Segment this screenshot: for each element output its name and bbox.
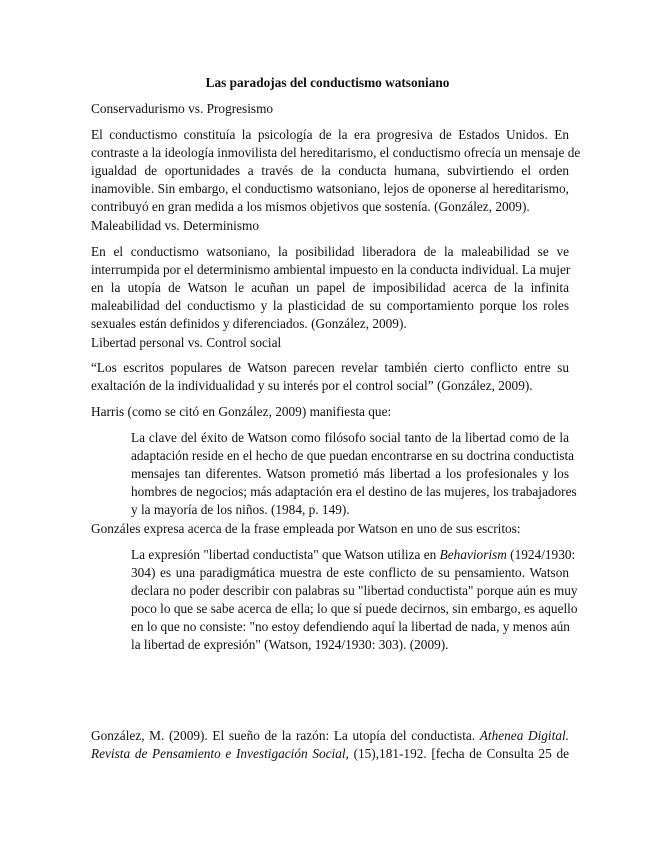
text-line: “Los escritos populares de Watson parecen revelar también cierto conflicto entre su [91,360,569,375]
paragraph-harris-intro: Harris (como se citó en González, 2009) manifiesta que: [91,404,392,419]
block-quote-harris [131,429,577,519]
text-line: y la mayoría de los niños. (1984, p. 149). [131,502,350,517]
text-line: mensajes tan diferentes. Watson prometió más libertad a los profesionales y los [131,466,569,481]
section-heading-conservadurismo: Conservadurismo vs. Progresismo [91,101,274,116]
document-title: Las paradojas del conductismo watsoniano [205,75,450,90]
text-line: El conductismo constituía la psicología de la era progresiva de Estados Unidos. En [91,127,569,142]
text-line: La clave del éxito de Watson como filósofo social tanto de la libertad como de la [131,430,569,445]
paragraph-conductismo-progresivo [91,126,581,216]
text-line [131,546,576,564]
text-line: la libertad de expresión" (Watson, 1924/1930: 303). (2009). [131,637,449,652]
block-quote-behaviorism [131,546,578,654]
paragraph-gonzales-intro: Gonzáles expresa acerca de la frase empleada por Watson en uno de sus escritos: [91,521,521,536]
text-line: poco lo que se sabe acerca de ella; lo que sí puede decirnos, sin embargo, es aquello [131,601,578,616]
book-title-italic: Behaviorism [439,547,507,562]
section-heading-maleabilidad: Maleabilidad vs. Determinismo [91,218,260,233]
text-line: contribuyó en gran medida a los mismos objetivos que sostenía. (González, 2009). [91,199,530,214]
paragraph-maleabilidad [91,243,569,333]
text-line: 304) es una paradigmática muestra de este conflicto de su pensamiento. Watson [131,565,569,580]
text-line: declara no poder describir con palabras su "libertad conductista" porque aún es muy [131,583,578,598]
text-line: en la utopía de Watson le acuñan un papel de imposibilidad acerca de la infinita [91,280,569,295]
section-heading-libertad: Libertad personal vs. Control social [91,335,282,350]
text-line: adaptación reside en el hecho de que puedan encontrarse en su doctrina conductista [131,448,575,463]
text-line: inamovible. Sin embargo, el conductismo watsoniano, lejos de oponerse al hereditarismo, [91,181,569,196]
text-line: hombres de negocios; más adaptación era el destino de las mujeres, los trabajadores [131,484,577,499]
text-run: González, M. (2009). El sueño de la razón: La utopía del conductista. [91,728,480,743]
text-run: , (15),181-192. [fecha de Consulta 25 de [345,746,569,761]
text-line: en lo que no consiste: "no estoy defendiendo aquí la libertad de nada, y menos aún [131,619,570,634]
text-line: igualdad de oportunidades a través de la conducta humana, subvirtiendo el orden [91,163,569,178]
text-line: maleabilidad del conductismo y la plasticidad de su comportamiento porque los roles [91,298,569,313]
text-line: En el conductismo watsoniano, la posibilidad liberadora de la maleabilidad se ve [91,244,569,259]
text-line [91,727,569,745]
text-line: contraste a la ideología inmovilista del hereditarismo, el conductismo ofrecía un mensaje de [91,145,581,160]
text-line [91,745,569,763]
reference-entry [91,727,569,763]
text-line: sexuales están definidos y diferenciados. (González, 2009). [91,316,407,331]
paragraph-cita-gonzalez [91,359,569,395]
text-line: exaltación de la individualidad y su interés por el control social” (González, 2009). [91,378,533,393]
text-run: La expresión "libertad conductista" que Watson utiliza en [131,547,440,562]
text-run: (1924/1930: [506,547,576,562]
journal-title-italic: Athenea Digital. [479,728,569,743]
journal-title-italic: Revista de Pensamiento e Investigación Social [91,746,346,761]
text-line: interrumpida por el determinismo ambiental impuesto en la conducta individual. La mujer [91,262,571,277]
